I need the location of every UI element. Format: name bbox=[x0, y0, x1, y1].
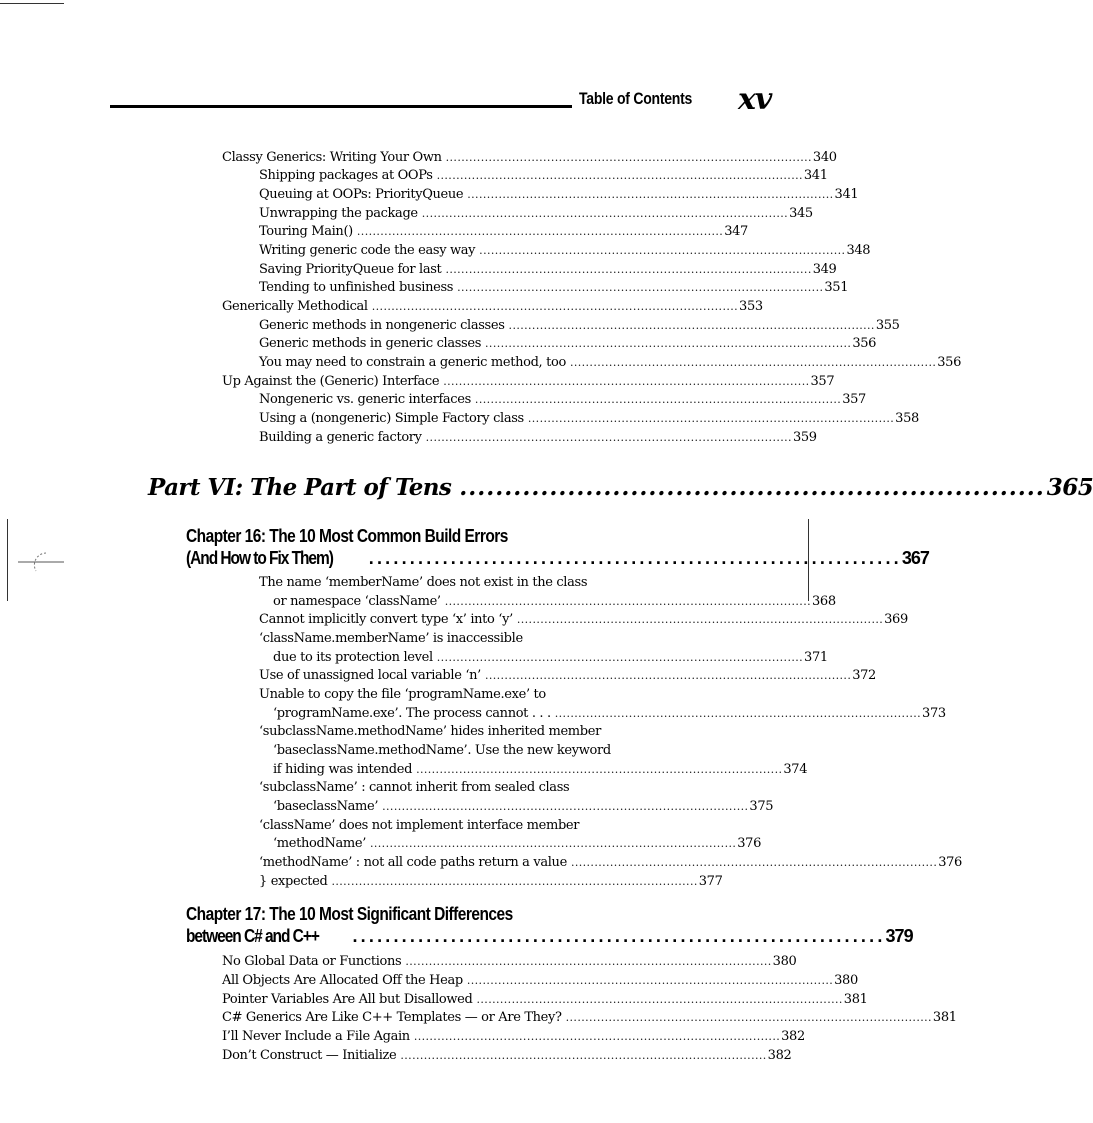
running-header-title: Table of Contents bbox=[579, 90, 693, 108]
dot-leader: .............................................................................................. bbox=[484, 669, 852, 682]
dot-leader: .............................................................................................. bbox=[425, 431, 792, 444]
dot-leader: .............................................................................................. bbox=[436, 651, 804, 664]
ch16-entry-6-line2[interactable]: ‘baseclassName.methodName’. Use the new keyword bbox=[273, 743, 611, 758]
ch17-entry-5[interactable]: I’ll Never Include a File Again .............................................................................................. 382 bbox=[222, 1029, 805, 1044]
ch16-entry-4[interactable]: Use of unassigned local variable ‘n’ .............................................................................................. 372 bbox=[259, 668, 876, 683]
ch16-entry-8[interactable]: ‘methodName’ .............................................................................................. 376 bbox=[273, 836, 762, 851]
dot-leader: .............................................................................................. bbox=[445, 263, 812, 276]
toc-entry-generic-interface[interactable]: Up Against the (Generic) Interface .............................................................................................. 357 bbox=[222, 374, 835, 389]
chapter-16-title[interactable]: Chapter 16: The 10 Most Common Build Errors bbox=[186, 526, 508, 546]
dot-leader: ................................................................. bbox=[368, 548, 902, 568]
chapter-16-title-row[interactable]: (And How to Fix Them) ................................................................. 367 bbox=[186, 548, 929, 568]
dot-leader: .............................................................................................. bbox=[413, 1030, 781, 1043]
dot-leader: .............................................................................................. bbox=[476, 993, 843, 1006]
page-number: xv bbox=[738, 82, 772, 117]
toc-entry-shipping-packages[interactable]: Shipping packages at OOPs .............................................................................................. 341 bbox=[259, 168, 828, 183]
dot-leader: .............................................................................................. bbox=[508, 319, 875, 332]
dot-leader: ................................................................. bbox=[352, 926, 886, 946]
dot-leader: .............................................................................................. bbox=[554, 707, 922, 720]
ch16-entry-5[interactable]: ‘programName.exe’. The process cannot . . . .............................................................................................. 373 bbox=[273, 706, 946, 721]
toc-entry-writing-generic-code[interactable]: Writing generic code the easy way .............................................................................................. 348 bbox=[259, 243, 871, 258]
ch17-entry-2[interactable]: All Objects Are Allocated Off the Heap .............................................................................................. 380 bbox=[222, 973, 858, 988]
ch16-entry-7[interactable]: ‘baseclassName’ .............................................................................................. 375 bbox=[273, 799, 774, 814]
dot-leader: ................................................................. bbox=[459, 474, 1045, 501]
ch16-entry-8-line1[interactable]: ‘className’ does not implement interface member bbox=[259, 818, 580, 833]
ch16-entry-3-line1[interactable]: ‘className.memberName’ is inaccessible bbox=[259, 631, 523, 646]
toc-entry-generic-factory[interactable]: Building a generic factory .............................................................................................. 359 bbox=[259, 430, 817, 445]
dot-leader: .............................................................................................. bbox=[445, 151, 812, 164]
dot-leader: .............................................................................................. bbox=[369, 837, 737, 850]
dot-leader: .............................................................................................. bbox=[331, 875, 698, 888]
dot-leader: .............................................................................................. bbox=[516, 613, 884, 626]
toc-entry-classy-generics[interactable]: Classy Generics: Writing Your Own .............................................................................................. 340 bbox=[222, 150, 837, 165]
dot-leader: .............................................................................................. bbox=[436, 169, 803, 182]
dot-leader: .............................................................................................. bbox=[485, 337, 852, 350]
dot-leader: .............................................................................................. bbox=[467, 188, 834, 201]
ch16-entry-9[interactable]: ‘methodName’ : not all code paths return a value .............................................................................................. 376 bbox=[259, 855, 962, 870]
ch16-entry-3[interactable]: due to its protection level .............................................................................................. 371 bbox=[273, 650, 828, 665]
dot-leader: .............................................................................................. bbox=[444, 595, 811, 608]
toc-entry-saving-priorityqueue[interactable]: Saving PriorityQueue for last .............................................................................................. 349 bbox=[259, 262, 837, 277]
dot-leader: .............................................................................................. bbox=[421, 207, 789, 220]
ch16-entry-7-line1[interactable]: ‘subclassName’ : cannot inherit from sealed class bbox=[259, 780, 570, 795]
dot-leader: .............................................................................................. bbox=[479, 244, 846, 257]
toc-entry-nongeneric-vs-generic[interactable]: Nongeneric vs. generic interfaces .............................................................................................. 357 bbox=[259, 392, 866, 407]
dot-leader: .............................................................................................. bbox=[416, 763, 783, 776]
dot-leader: .............................................................................................. bbox=[466, 974, 834, 987]
chapter-17-title-row[interactable]: between C# and C++ ................................................................. 379 bbox=[186, 926, 913, 946]
dot-leader: .............................................................................................. bbox=[356, 225, 724, 238]
ch16-entry-6[interactable]: if hiding was intended .............................................................................................. 374 bbox=[273, 762, 808, 777]
ch16-entry-1-line1[interactable]: The name ‘memberName’ does not exist in the class bbox=[259, 575, 588, 590]
dot-leader: .............................................................................................. bbox=[570, 856, 938, 869]
toc-entry-generically-methodical[interactable]: Generically Methodical .............................................................................................. 353 bbox=[222, 299, 763, 314]
ch17-entry-4[interactable]: C# Generics Are Like C++ Templates — or Are They? .............................................................................................. 381 bbox=[222, 1010, 957, 1025]
chapter-17-title[interactable]: Chapter 17: The 10 Most Significant Differences bbox=[186, 904, 513, 924]
part-heading[interactable]: Part VI: The Part of Tens ................................................................. 365 bbox=[148, 474, 1093, 501]
toc-entry-generic-methods-nongeneric[interactable]: Generic methods in nongeneric classes .............................................................................................. 355 bbox=[259, 318, 900, 333]
dot-leader: .............................................................................................. bbox=[474, 393, 842, 406]
toc-entry-generic-methods-generic[interactable]: Generic methods in generic classes .............................................................................................. 356 bbox=[259, 336, 877, 351]
toc-entry-touring-main[interactable]: Touring Main() .............................................................................................. 347 bbox=[259, 224, 748, 239]
toc-entry-constrain-generic[interactable]: You may need to constrain a generic method, too .............................................................................................. 356 bbox=[259, 355, 961, 370]
dot-leader: .............................................................................................. bbox=[569, 356, 937, 369]
ch16-entry-6-line1[interactable]: ‘subclassName.methodName’ hides inherited member bbox=[259, 724, 601, 739]
toc-entry-queuing[interactable]: Queuing at OOPs: PriorityQueue .............................................................................................. 341 bbox=[259, 187, 859, 202]
ch17-entry-1[interactable]: No Global Data or Functions .............................................................................................. 380 bbox=[222, 954, 797, 969]
ch16-entry-1[interactable]: or namespace ‘className’ .............................................................................................. 368 bbox=[273, 594, 836, 609]
toc-entry-tending[interactable]: Tending to unfinished business .............................................................................................. 351 bbox=[259, 280, 849, 295]
dot-leader: .............................................................................................. bbox=[382, 800, 749, 813]
toc-entry-unwrapping[interactable]: Unwrapping the package .............................................................................................. 345 bbox=[259, 206, 813, 221]
dot-leader: .............................................................................................. bbox=[457, 281, 824, 294]
dot-leader: .............................................................................................. bbox=[371, 300, 739, 313]
ch16-entry-10[interactable]: } expected .............................................................................................. 377 bbox=[259, 874, 723, 889]
ch17-entry-6[interactable]: Don’t Construct — Initialize .............................................................................................. 382 bbox=[222, 1048, 792, 1063]
dot-leader: .............................................................................................. bbox=[400, 1049, 767, 1062]
dot-leader: .............................................................................................. bbox=[565, 1011, 932, 1024]
ch16-entry-5-line1[interactable]: Unable to copy the file ‘programName.exe’ to bbox=[259, 687, 546, 702]
ch17-entry-3[interactable]: Pointer Variables Are All but Disallowed .............................................................................................. 381 bbox=[222, 992, 868, 1007]
ch16-entry-2[interactable]: Cannot implicitly convert type ‘x’ into ‘y’ .............................................................................................. 369 bbox=[259, 612, 908, 627]
dot-leader: .............................................................................................. bbox=[527, 412, 895, 425]
dot-leader: .............................................................................................. bbox=[405, 955, 772, 968]
dot-leader: .............................................................................................. bbox=[443, 375, 810, 388]
toc-entry-simple-factory[interactable]: Using a (nongeneric) Simple Factory class .............................................................................................. 358 bbox=[259, 411, 919, 426]
